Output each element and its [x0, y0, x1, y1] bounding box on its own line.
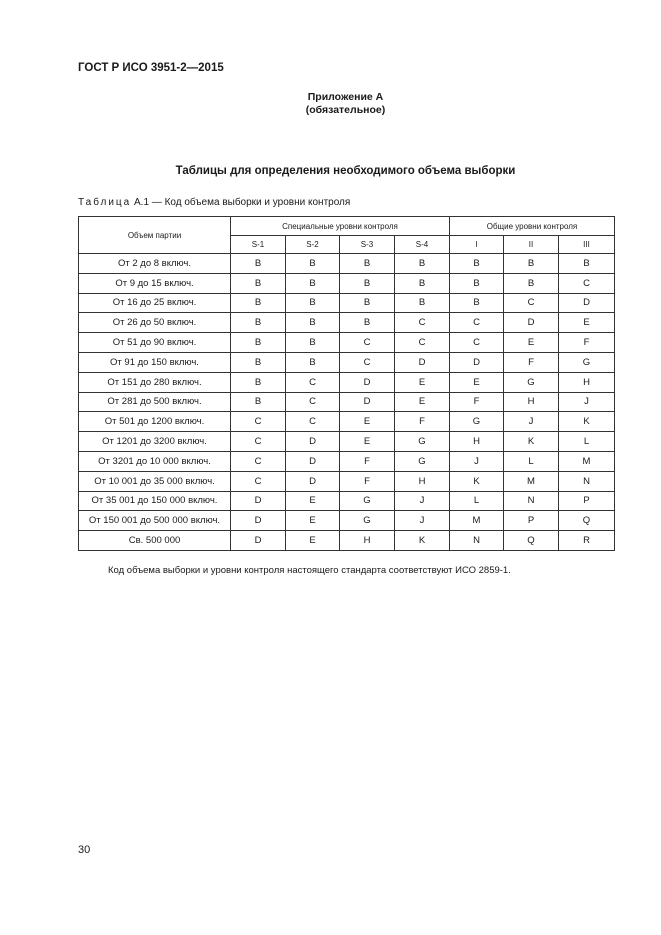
code-letter-cell: H — [504, 392, 559, 412]
table-row — [79, 471, 615, 491]
code-letter-cell: J — [395, 511, 450, 531]
code-letter-cell: B — [231, 333, 286, 353]
table-row — [79, 491, 615, 511]
code-letter-cell: M — [504, 471, 559, 491]
table-caption-text: А.1 — Код объема выборки и уровни контроля — [131, 197, 351, 208]
code-letter-cell: N — [559, 471, 615, 491]
code-letter-cell: B — [231, 293, 286, 313]
code-letter-cell: E — [340, 432, 395, 452]
code-letter-cell: D — [231, 511, 286, 531]
code-letter-cell: P — [504, 511, 559, 531]
code-letter-cell: K — [559, 412, 615, 432]
code-letter-cell: H — [395, 471, 450, 491]
lot-size-cell: От 150 001 до 500 000 включ. — [79, 511, 231, 531]
code-letter-cell: C — [286, 392, 340, 412]
code-letter-cell: D — [340, 392, 395, 412]
table-row — [79, 392, 615, 412]
lot-size-cell: От 1201 до 3200 включ. — [79, 432, 231, 452]
code-letter-cell: B — [286, 352, 340, 372]
code-letter-cell: J — [395, 491, 450, 511]
table-row — [79, 313, 615, 333]
level-header: S-2 — [286, 236, 340, 254]
code-letter-cell: C — [231, 451, 286, 471]
table-row — [79, 511, 615, 531]
code-letter-cell: C — [395, 333, 450, 353]
lot-size-cell: От 16 до 25 включ. — [79, 293, 231, 313]
code-letter-cell: L — [559, 432, 615, 452]
code-letter-cell: R — [559, 531, 615, 551]
code-letter-cell: E — [504, 333, 559, 353]
code-letter-cell: E — [559, 313, 615, 333]
lot-size-cell: От 2 до 8 включ. — [79, 254, 231, 274]
code-letter-cell: H — [450, 432, 504, 452]
code-letter-cell: K — [450, 471, 504, 491]
code-letter-cell: C — [504, 293, 559, 313]
level-header: III — [559, 236, 615, 254]
code-letter-cell: F — [504, 352, 559, 372]
table-row — [79, 451, 615, 471]
code-letter-cell: C — [231, 471, 286, 491]
sample-size-code-table — [78, 216, 615, 551]
code-letter-cell: C — [450, 333, 504, 353]
code-letter-cell: E — [286, 491, 340, 511]
code-letter-cell: B — [450, 254, 504, 274]
code-letter-cell: G — [559, 352, 615, 372]
code-letter-cell: G — [340, 511, 395, 531]
lot-size-cell: От 501 до 1200 включ. — [79, 412, 231, 432]
code-letter-cell: M — [450, 511, 504, 531]
code-letter-cell: D — [286, 451, 340, 471]
code-letter-cell: E — [286, 511, 340, 531]
lot-size-cell: От 281 до 500 включ. — [79, 392, 231, 412]
code-letter-cell: B — [504, 254, 559, 274]
code-letter-cell: B — [340, 313, 395, 333]
section-title: Таблицы для определения необходимого объема выборки — [175, 165, 516, 177]
code-letter-cell: C — [559, 273, 615, 293]
code-letter-cell: G — [340, 491, 395, 511]
code-letter-cell: C — [450, 313, 504, 333]
lot-size-cell: От 10 001 до 35 000 включ. — [79, 471, 231, 491]
appendix-heading — [0, 91, 661, 117]
code-letter-cell: J — [559, 392, 615, 412]
code-letter-cell: B — [286, 254, 340, 274]
code-letter-cell: B — [286, 333, 340, 353]
code-letter-cell: G — [450, 412, 504, 432]
code-letter-cell: D — [395, 352, 450, 372]
lot-size-header: Объем партии — [79, 217, 231, 254]
appendix-status: (обязательное) — [305, 104, 386, 116]
code-letter-cell: L — [504, 451, 559, 471]
code-letter-cell: B — [231, 254, 286, 274]
code-letter-cell: D — [286, 471, 340, 491]
general-levels-header: Общие уровни контроля — [450, 217, 615, 236]
table-row — [79, 412, 615, 432]
code-letter-cell: B — [504, 273, 559, 293]
code-letter-cell: E — [395, 372, 450, 392]
code-letter-cell: B — [395, 273, 450, 293]
level-header: S-1 — [231, 236, 286, 254]
code-letter-cell: E — [286, 531, 340, 551]
code-letter-cell: J — [504, 412, 559, 432]
table-caption-prefix: Таблица — [78, 197, 132, 208]
code-letter-cell: E — [450, 372, 504, 392]
code-letter-cell: C — [286, 412, 340, 432]
lot-size-cell: От 3201 до 10 000 включ. — [79, 451, 231, 471]
code-letter-cell: B — [395, 293, 450, 313]
code-letter-cell: G — [395, 451, 450, 471]
code-letter-cell: B — [395, 254, 450, 274]
lot-size-cell: От 151 до 280 включ. — [79, 372, 231, 392]
code-letter-cell: B — [340, 273, 395, 293]
code-letter-cell: B — [559, 254, 615, 274]
table-note: Код объема выборки и уровни контроля настоящего стандарта соответствуют ИСО 2859-1. — [108, 565, 511, 576]
code-letter-cell: J — [450, 451, 504, 471]
code-letter-cell: B — [231, 273, 286, 293]
code-letter-cell: H — [340, 531, 395, 551]
code-letter-cell: D — [286, 432, 340, 452]
code-letter-cell: B — [231, 352, 286, 372]
lot-size-cell: От 51 до 90 включ. — [79, 333, 231, 353]
code-letter-cell: F — [559, 333, 615, 353]
code-letter-cell: E — [395, 392, 450, 412]
code-letter-cell: B — [286, 313, 340, 333]
table-row — [79, 531, 615, 551]
code-letter-cell: D — [450, 352, 504, 372]
code-letter-cell: D — [559, 293, 615, 313]
code-letter-cell: B — [450, 273, 504, 293]
table-caption — [78, 197, 350, 208]
code-letter-cell: C — [231, 432, 286, 452]
code-letter-cell: D — [231, 491, 286, 511]
code-letter-cell: B — [450, 293, 504, 313]
page-number: 30 — [78, 844, 91, 856]
code-letter-cell: Q — [559, 511, 615, 531]
table-row — [79, 432, 615, 452]
code-letter-cell: H — [559, 372, 615, 392]
level-header: I — [450, 236, 504, 254]
code-letter-cell: G — [395, 432, 450, 452]
code-letter-cell: L — [450, 491, 504, 511]
table-row — [79, 333, 615, 353]
code-letter-cell: G — [504, 372, 559, 392]
table-row — [79, 273, 615, 293]
code-letter-cell: K — [504, 432, 559, 452]
code-letter-cell: C — [340, 352, 395, 372]
code-letter-cell: Q — [504, 531, 559, 551]
special-levels-header: Специальные уровни контроля — [231, 217, 450, 236]
lot-size-cell: От 9 до 15 включ. — [79, 273, 231, 293]
table-row — [79, 254, 615, 274]
code-letter-cell: C — [395, 313, 450, 333]
code-letter-cell: D — [231, 531, 286, 551]
code-letter-cell: D — [340, 372, 395, 392]
code-letter-cell: N — [450, 531, 504, 551]
lot-size-cell: От 26 до 50 включ. — [79, 313, 231, 333]
code-letter-cell: C — [231, 412, 286, 432]
code-letter-cell: K — [395, 531, 450, 551]
code-letter-cell: F — [340, 451, 395, 471]
code-letter-cell: F — [340, 471, 395, 491]
code-letter-cell: E — [340, 412, 395, 432]
code-letter-cell: D — [504, 313, 559, 333]
table-row — [79, 293, 615, 313]
table-row — [79, 372, 615, 392]
code-letter-cell: C — [286, 372, 340, 392]
code-letter-cell: F — [450, 392, 504, 412]
level-header: S-4 — [395, 236, 450, 254]
code-letter-cell: B — [286, 273, 340, 293]
code-letter-cell: B — [340, 254, 395, 274]
code-letter-cell: B — [231, 372, 286, 392]
document-code: ГОСТ Р ИСО 3951-2—2015 — [78, 62, 224, 74]
code-letter-cell: B — [231, 392, 286, 412]
table-row — [79, 352, 615, 372]
level-header: S-3 — [340, 236, 395, 254]
lot-size-cell: От 35 001 до 150 000 включ. — [79, 491, 231, 511]
code-letter-cell: B — [340, 293, 395, 313]
lot-size-cell: От 91 до 150 включ. — [79, 352, 231, 372]
code-letter-cell: B — [286, 293, 340, 313]
code-letter-cell: C — [340, 333, 395, 353]
level-header: II — [504, 236, 559, 254]
code-letter-cell: B — [231, 313, 286, 333]
code-letter-cell: P — [559, 491, 615, 511]
code-letter-cell: F — [395, 412, 450, 432]
code-letter-cell: N — [504, 491, 559, 511]
appendix-title: Приложение А — [307, 91, 384, 103]
code-letter-cell: M — [559, 451, 615, 471]
lot-size-cell: Св. 500 000 — [79, 531, 231, 551]
